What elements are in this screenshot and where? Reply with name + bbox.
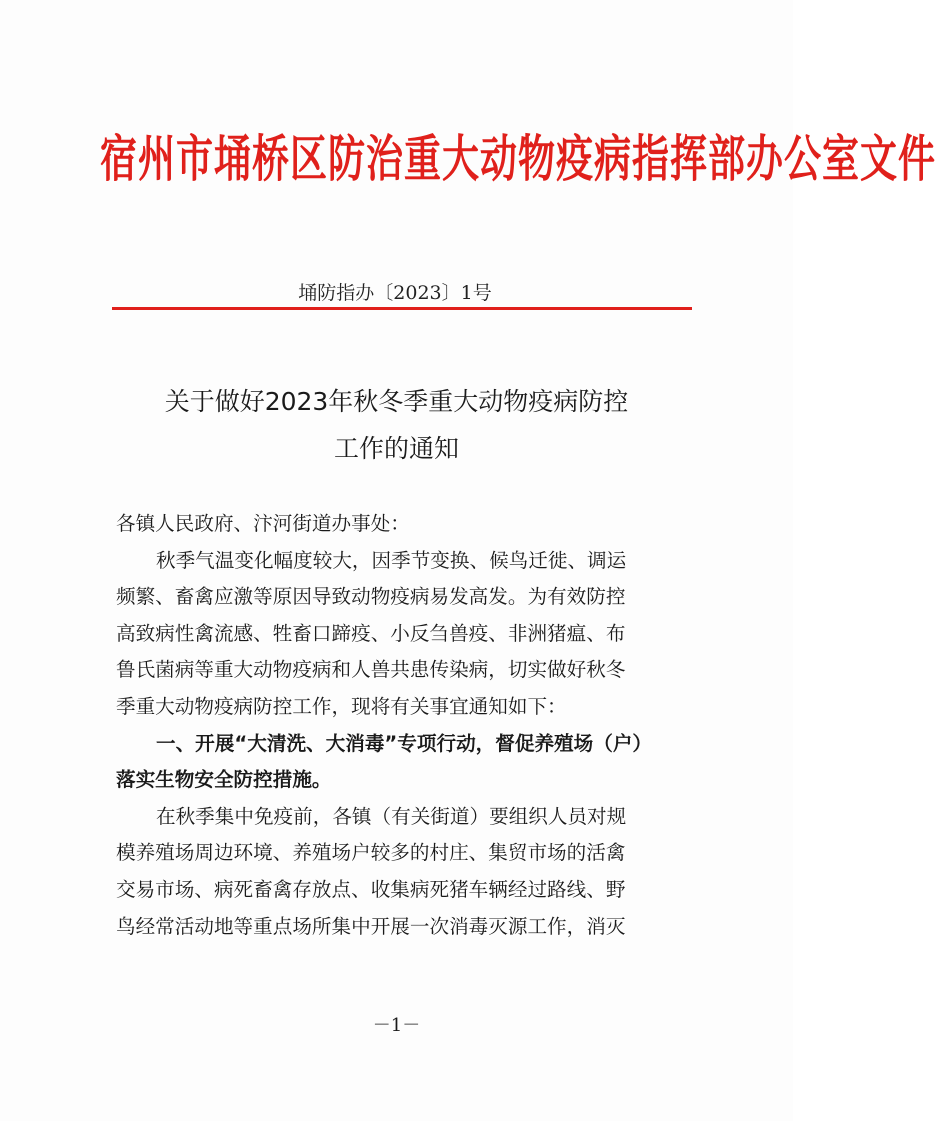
notice-title-line-1: 关于做好2023年秋冬季重大动物疫病防控 — [164, 387, 629, 416]
paragraph-2-line-1: 在秋季集中免疫前，各镇（有关街道）要组织人员对规 — [156, 804, 627, 828]
red-divider-line — [112, 307, 692, 310]
page-number: －1－ — [372, 1015, 421, 1036]
paragraph-1-line-5: 季重大动物疫病防控工作，现将有关事宜通知如下： — [116, 694, 567, 718]
document-number: 埇防指办〔2023〕1号 — [298, 282, 492, 304]
paragraph-1-line-2: 频繁、畜禽应激等原因导致动物疫病易发高发。为有效防控 — [116, 585, 626, 609]
paragraph-1-line-4: 鲁氏菌病等重大动物疫病和人兽共患传染病，切实做好秋冬 — [116, 658, 626, 682]
paragraph-2-line-4: 鸟经常活动地等重点场所集中开展一次消毒灭源工作，消灭 — [116, 914, 626, 938]
notice-title — [100, 378, 693, 472]
section-heading-1-line-2: 落实生物安全防控措施。 — [116, 768, 332, 792]
notice-title-line-2: 工作的通知 — [333, 434, 459, 463]
section-heading-1-line-1: 一、开展“大清洗、大消毒”专项行动，督促养殖场（户） — [156, 731, 653, 755]
paragraph-1-line-1: 秋季气温变化幅度较大，因季节变换、候鸟迁徙、调运 — [156, 548, 627, 572]
paragraph-1-line-3: 高致病性禽流感、牲畜口蹄疫、小反刍兽疫、非洲猪瘟、布 — [116, 621, 626, 645]
paragraph-2-line-2: 模养殖场周边环境、养殖场户较多的村庄、集贸市场的活禽 — [116, 841, 626, 865]
document-body — [116, 506, 692, 945]
paragraph-2-line-3: 交易市场、病死畜禽存放点、收集病死猪车辆经过路线、野 — [116, 877, 626, 901]
salutation: 各镇人民政府、汴河街道办事处： — [116, 512, 410, 535]
masthead-title: 宿州市埇桥区防治重大动物疫病指挥部办公室文件 — [100, 128, 936, 189]
